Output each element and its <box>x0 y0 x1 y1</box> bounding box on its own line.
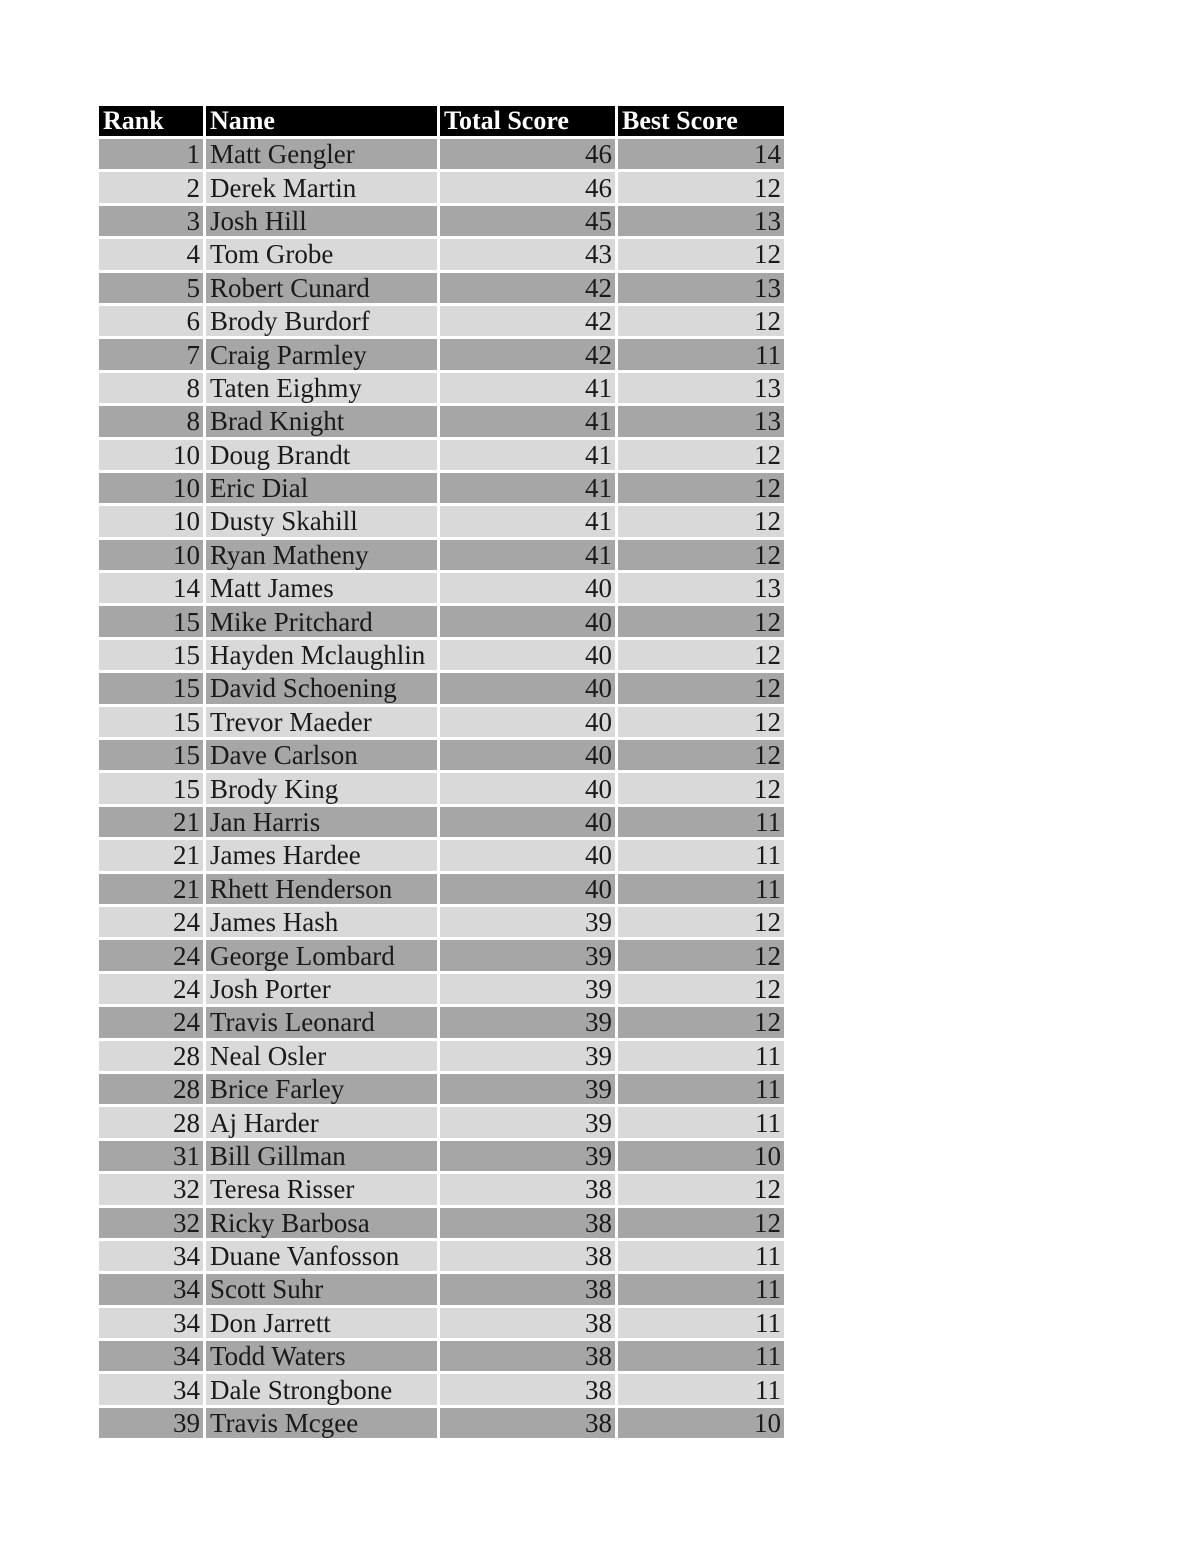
name-cell: Brad Knight <box>206 406 437 436</box>
table-row <box>99 573 784 603</box>
best-score-cell: 14 <box>618 139 784 169</box>
table-row <box>99 1341 784 1371</box>
total-score-cell: 38 <box>440 1308 615 1338</box>
rank-cell: 1 <box>99 139 203 169</box>
table-row <box>99 239 784 269</box>
rank-cell: 7 <box>99 339 203 369</box>
total-score-cell: 39 <box>440 1074 615 1104</box>
best-score-cell: 13 <box>618 273 784 303</box>
total-score-cell: 41 <box>440 540 615 570</box>
rank-cell: 6 <box>99 306 203 336</box>
total-score-cell: 40 <box>440 807 615 837</box>
best-score-cell: 12 <box>618 306 784 336</box>
total-score-cell: 40 <box>440 673 615 703</box>
best-score-cell: 11 <box>618 874 784 904</box>
best-score-cell: 11 <box>618 1241 784 1271</box>
best-score-cell: 11 <box>618 1107 784 1137</box>
table-row <box>99 673 784 703</box>
total-score-cell: 41 <box>440 473 615 503</box>
rank-cell: 34 <box>99 1308 203 1338</box>
rank-cell: 8 <box>99 373 203 403</box>
name-cell: James Hardee <box>206 840 437 870</box>
rank-cell: 15 <box>99 606 203 636</box>
table-row <box>99 707 784 737</box>
total-score-cell: 41 <box>440 406 615 436</box>
rank-cell: 21 <box>99 840 203 870</box>
name-cell: Neal Osler <box>206 1041 437 1071</box>
table-row <box>99 1308 784 1338</box>
name-cell: Todd Waters <box>206 1341 437 1371</box>
table-row <box>99 1007 784 1037</box>
best-score-cell: 11 <box>618 1041 784 1071</box>
total-score-cell: 38 <box>440 1408 615 1438</box>
table-row <box>99 773 784 803</box>
name-cell: Tom Grobe <box>206 239 437 269</box>
best-score-cell: 12 <box>618 1174 784 1204</box>
column-header-best-score: Best Score <box>618 106 784 136</box>
table-row <box>99 1208 784 1238</box>
rank-cell: 24 <box>99 1007 203 1037</box>
best-score-cell: 11 <box>618 1274 784 1304</box>
rank-cell: 34 <box>99 1341 203 1371</box>
table-row <box>99 1374 784 1404</box>
name-cell: Ricky Barbosa <box>206 1208 437 1238</box>
name-cell: Trevor Maeder <box>206 707 437 737</box>
table-row <box>99 1274 784 1304</box>
name-cell: Jan Harris <box>206 807 437 837</box>
table-row <box>99 172 784 202</box>
best-score-cell: 13 <box>618 373 784 403</box>
total-score-cell: 42 <box>440 306 615 336</box>
column-header-total-score: Total Score <box>440 106 615 136</box>
name-cell: Aj Harder <box>206 1107 437 1137</box>
total-score-cell: 38 <box>440 1208 615 1238</box>
name-cell: Dave Carlson <box>206 740 437 770</box>
name-cell: Brice Farley <box>206 1074 437 1104</box>
total-score-cell: 38 <box>440 1241 615 1271</box>
table-row <box>99 506 784 536</box>
best-score-cell: 11 <box>618 840 784 870</box>
table-row <box>99 840 784 870</box>
column-header-rank: Rank <box>99 106 203 136</box>
total-score-cell: 43 <box>440 239 615 269</box>
rank-cell: 28 <box>99 1074 203 1104</box>
table-row <box>99 907 784 937</box>
rank-cell: 32 <box>99 1174 203 1204</box>
rank-cell: 28 <box>99 1041 203 1071</box>
name-cell: Mike Pritchard <box>206 606 437 636</box>
name-cell: Travis Mcgee <box>206 1408 437 1438</box>
table-row <box>99 1074 784 1104</box>
total-score-cell: 41 <box>440 506 615 536</box>
table-row <box>99 640 784 670</box>
table-row <box>99 473 784 503</box>
best-score-cell: 10 <box>618 1141 784 1171</box>
rank-cell: 24 <box>99 907 203 937</box>
best-score-cell: 12 <box>618 974 784 1004</box>
name-cell: Taten Eighmy <box>206 373 437 403</box>
name-cell: Dale Strongbone <box>206 1374 437 1404</box>
rank-cell: 15 <box>99 740 203 770</box>
name-cell: James Hash <box>206 907 437 937</box>
table-row <box>99 606 784 636</box>
table-row <box>99 139 784 169</box>
best-score-cell: 11 <box>618 1308 784 1338</box>
column-header-name: Name <box>206 106 437 136</box>
best-score-cell: 11 <box>618 807 784 837</box>
rank-cell: 34 <box>99 1274 203 1304</box>
rank-cell: 34 <box>99 1374 203 1404</box>
header-row <box>99 106 784 136</box>
name-cell: Derek Martin <box>206 172 437 202</box>
name-cell: Brody King <box>206 773 437 803</box>
total-score-cell: 40 <box>440 740 615 770</box>
name-cell: Hayden Mclaughlin <box>206 640 437 670</box>
name-cell: George Lombard <box>206 940 437 970</box>
best-score-cell: 11 <box>618 1341 784 1371</box>
rank-cell: 14 <box>99 573 203 603</box>
best-score-cell: 13 <box>618 206 784 236</box>
name-cell: Teresa Risser <box>206 1174 437 1204</box>
best-score-cell: 10 <box>618 1408 784 1438</box>
table-row <box>99 740 784 770</box>
rank-cell: 10 <box>99 440 203 470</box>
table-row <box>99 406 784 436</box>
name-cell: Ryan Matheny <box>206 540 437 570</box>
rank-cell: 15 <box>99 773 203 803</box>
table-body <box>99 139 784 1438</box>
total-score-cell: 39 <box>440 940 615 970</box>
rank-cell: 24 <box>99 974 203 1004</box>
best-score-cell: 12 <box>618 940 784 970</box>
rank-cell: 8 <box>99 406 203 436</box>
total-score-cell: 39 <box>440 1107 615 1137</box>
rank-cell: 21 <box>99 874 203 904</box>
table-row <box>99 1141 784 1171</box>
table-row <box>99 1107 784 1137</box>
best-score-cell: 12 <box>618 1208 784 1238</box>
name-cell: Eric Dial <box>206 473 437 503</box>
total-score-cell: 38 <box>440 1341 615 1371</box>
rank-cell: 15 <box>99 640 203 670</box>
rank-cell: 24 <box>99 940 203 970</box>
table-row <box>99 974 784 1004</box>
rank-cell: 2 <box>99 172 203 202</box>
rank-cell: 10 <box>99 540 203 570</box>
table-row <box>99 373 784 403</box>
total-score-cell: 38 <box>440 1274 615 1304</box>
best-score-cell: 12 <box>618 907 784 937</box>
total-score-cell: 40 <box>440 840 615 870</box>
name-cell: Scott Suhr <box>206 1274 437 1304</box>
leaderboard-table <box>96 103 787 1441</box>
best-score-cell: 12 <box>618 640 784 670</box>
name-cell: Don Jarrett <box>206 1308 437 1338</box>
table-row <box>99 807 784 837</box>
rank-cell: 10 <box>99 473 203 503</box>
table-row <box>99 306 784 336</box>
name-cell: Duane Vanfosson <box>206 1241 437 1271</box>
table-row <box>99 1408 784 1438</box>
table-row <box>99 440 784 470</box>
name-cell: Rhett Henderson <box>206 874 437 904</box>
table-row <box>99 874 784 904</box>
best-score-cell: 13 <box>618 573 784 603</box>
name-cell: Doug Brandt <box>206 440 437 470</box>
rank-cell: 28 <box>99 1107 203 1137</box>
total-score-cell: 39 <box>440 1141 615 1171</box>
table-row <box>99 206 784 236</box>
table-row <box>99 339 784 369</box>
name-cell: Dusty Skahill <box>206 506 437 536</box>
rank-cell: 31 <box>99 1141 203 1171</box>
name-cell: Craig Parmley <box>206 339 437 369</box>
name-cell: David Schoening <box>206 673 437 703</box>
best-score-cell: 13 <box>618 406 784 436</box>
name-cell: Bill Gillman <box>206 1141 437 1171</box>
total-score-cell: 46 <box>440 172 615 202</box>
total-score-cell: 40 <box>440 573 615 603</box>
table-row <box>99 1241 784 1271</box>
best-score-cell: 11 <box>618 1074 784 1104</box>
total-score-cell: 45 <box>440 206 615 236</box>
table-row <box>99 1041 784 1071</box>
table-row <box>99 1174 784 1204</box>
name-cell: Matt James <box>206 573 437 603</box>
rank-cell: 32 <box>99 1208 203 1238</box>
name-cell: Matt Gengler <box>206 139 437 169</box>
best-score-cell: 12 <box>618 440 784 470</box>
total-score-cell: 40 <box>440 640 615 670</box>
name-cell: Josh Porter <box>206 974 437 1004</box>
best-score-cell: 11 <box>618 1374 784 1404</box>
total-score-cell: 39 <box>440 974 615 1004</box>
name-cell: Travis Leonard <box>206 1007 437 1037</box>
rank-cell: 5 <box>99 273 203 303</box>
total-score-cell: 38 <box>440 1374 615 1404</box>
total-score-cell: 42 <box>440 273 615 303</box>
total-score-cell: 39 <box>440 1041 615 1071</box>
total-score-cell: 40 <box>440 874 615 904</box>
rank-cell: 39 <box>99 1408 203 1438</box>
best-score-cell: 12 <box>618 740 784 770</box>
best-score-cell: 12 <box>618 1007 784 1037</box>
name-cell: Brody Burdorf <box>206 306 437 336</box>
table-row <box>99 940 784 970</box>
total-score-cell: 40 <box>440 606 615 636</box>
total-score-cell: 41 <box>440 440 615 470</box>
best-score-cell: 12 <box>618 540 784 570</box>
total-score-cell: 39 <box>440 907 615 937</box>
total-score-cell: 38 <box>440 1174 615 1204</box>
name-cell: Josh Hill <box>206 206 437 236</box>
total-score-cell: 40 <box>440 707 615 737</box>
total-score-cell: 39 <box>440 1007 615 1037</box>
table-row <box>99 540 784 570</box>
best-score-cell: 11 <box>618 339 784 369</box>
name-cell: Robert Cunard <box>206 273 437 303</box>
rank-cell: 15 <box>99 673 203 703</box>
total-score-cell: 46 <box>440 139 615 169</box>
best-score-cell: 12 <box>618 773 784 803</box>
rank-cell: 4 <box>99 239 203 269</box>
best-score-cell: 12 <box>618 606 784 636</box>
best-score-cell: 12 <box>618 673 784 703</box>
best-score-cell: 12 <box>618 172 784 202</box>
total-score-cell: 42 <box>440 339 615 369</box>
rank-cell: 21 <box>99 807 203 837</box>
best-score-cell: 12 <box>618 506 784 536</box>
leaderboard-sheet <box>99 106 784 1438</box>
table-row <box>99 273 784 303</box>
total-score-cell: 40 <box>440 773 615 803</box>
rank-cell: 10 <box>99 506 203 536</box>
best-score-cell: 12 <box>618 707 784 737</box>
best-score-cell: 12 <box>618 473 784 503</box>
rank-cell: 3 <box>99 206 203 236</box>
best-score-cell: 12 <box>618 239 784 269</box>
rank-cell: 15 <box>99 707 203 737</box>
total-score-cell: 41 <box>440 373 615 403</box>
rank-cell: 34 <box>99 1241 203 1271</box>
